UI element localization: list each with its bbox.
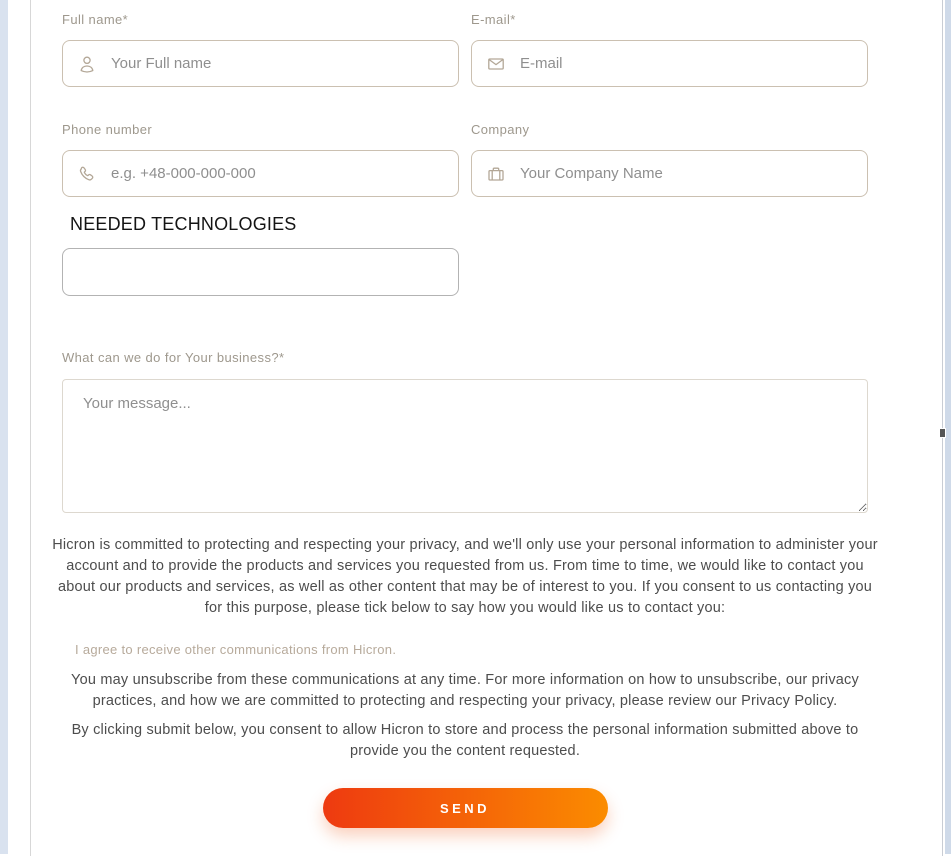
email-input-wrap (471, 40, 868, 87)
phone-input-wrap (62, 150, 459, 197)
phone-input[interactable] (62, 150, 459, 197)
field-full-name (62, 12, 459, 87)
briefcase-icon (486, 164, 506, 184)
container-border-right (942, 0, 943, 856)
company-input-wrap (471, 150, 868, 197)
fields-grid (62, 12, 868, 197)
phone-label: Phone number (62, 122, 153, 137)
scrollbar-track[interactable] (945, 0, 951, 854)
send-button[interactable]: SEND (323, 788, 608, 828)
contact-form (52, 12, 878, 828)
resize-handle-marker[interactable] (940, 429, 945, 437)
company-label: Company (471, 122, 530, 137)
needed-technologies-heading: NEEDED TECHNOLOGIES (70, 214, 297, 234)
field-phone (62, 122, 459, 197)
person-icon (77, 54, 97, 74)
needed-technologies-input[interactable] (62, 248, 459, 296)
field-company (471, 122, 868, 197)
message-label: What can we do for Your business?* (62, 350, 285, 365)
agree-communications-label[interactable]: I agree to receive other communications from Hicron. (75, 642, 397, 657)
submit-note-text: By clicking submit below, you consent to allow Hicron to store and process the personal information submitted above to provide you the content requested. (71, 722, 859, 759)
full-name-input-wrap (62, 40, 459, 87)
consent-intro-text: Hicron is committed to protecting and respecting your privacy, and we'll only use your personal information to administer your account and to provide the products and services you requested from us. From time to time, we would like to contact you about our products and services, as well as other content that may be of interest to you. If you consent to us contacting you for this purpose, please tick below to say how you would like us to contact you: (52, 537, 878, 616)
field-email (471, 12, 868, 87)
envelope-icon (486, 54, 506, 74)
message-textarea[interactable] (62, 379, 868, 513)
unsubscribe-text: You may unsubscribe from these communications at any time. For more information on how to unsubscribe, our privacy practices, and how we are committed to protecting and respecting your privacy, please review our Privacy Policy. (71, 672, 859, 709)
full-name-input[interactable] (62, 40, 459, 87)
company-input[interactable] (471, 150, 868, 197)
email-label: E-mail* (471, 12, 516, 27)
container-border-left (30, 0, 31, 856)
page-edge-left (0, 0, 8, 854)
full-name-label: Full name* (62, 12, 129, 27)
email-input[interactable] (471, 40, 868, 87)
phone-icon (77, 164, 97, 184)
